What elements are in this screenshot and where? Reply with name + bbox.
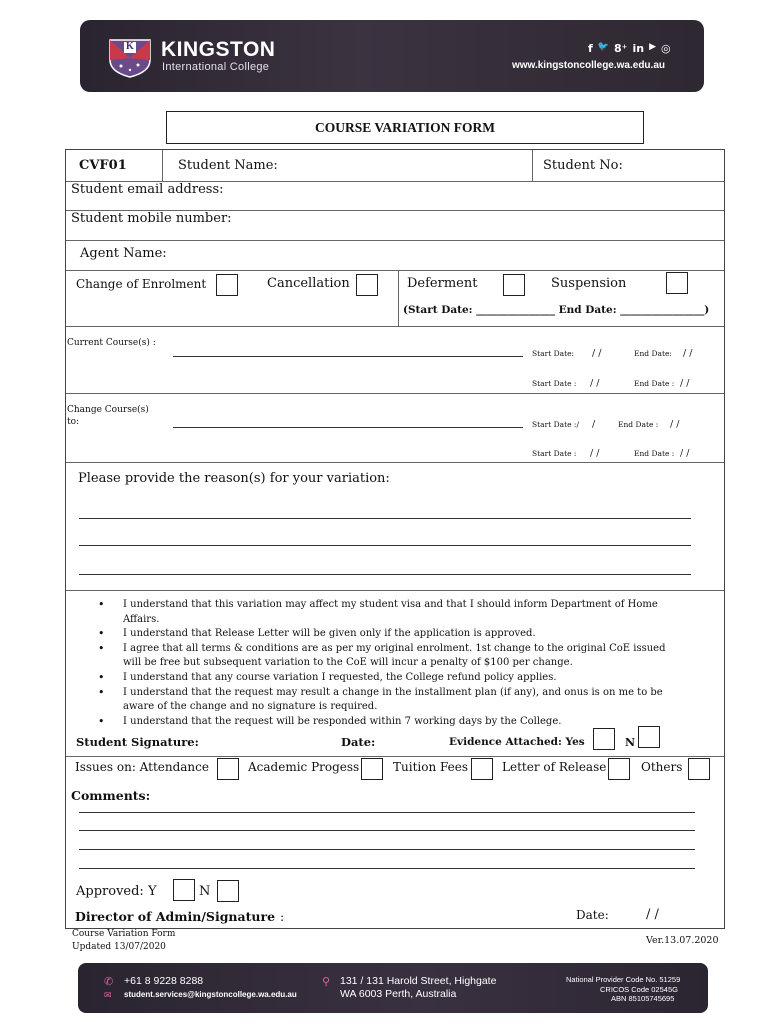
comments-line-4[interactable] xyxy=(79,868,695,869)
row-divider xyxy=(66,270,724,271)
college-shield-icon xyxy=(108,38,152,78)
suspension-checkbox[interactable] xyxy=(666,272,688,294)
cricos-code: CRICOS Code 02545G xyxy=(600,985,678,994)
academic-progress-label: Academic Progess xyxy=(248,760,360,774)
others-checkbox[interactable] xyxy=(688,758,710,780)
evidence-yes-checkbox[interactable] xyxy=(593,728,615,750)
change-start-date-1: Start Date :/ xyxy=(532,420,579,429)
letter-of-release-checkbox[interactable] xyxy=(608,758,630,780)
google-plus-icon[interactable]: 8⁺ xyxy=(614,42,628,55)
row-divider xyxy=(66,462,724,463)
provider-code: National Provider Code No. 51259 xyxy=(566,975,681,984)
student-no-label: Student No: xyxy=(543,158,623,173)
suspension-label: Suspension xyxy=(551,276,627,291)
tuition-fees-checkbox[interactable] xyxy=(471,758,493,780)
phone-icon: ✆ xyxy=(104,976,114,988)
student-email-label: Student email address: xyxy=(71,182,224,197)
location-pin-icon: ⚲ xyxy=(322,976,331,988)
student-mobile-label: Student mobile number: xyxy=(71,211,232,226)
comments-line-3[interactable] xyxy=(79,849,695,850)
attendance-checkbox[interactable] xyxy=(217,758,239,780)
tuition-fees-label: Tuition Fees xyxy=(393,760,469,774)
director-signature-label: Director of Admin/Signature xyxy=(75,909,276,924)
youtube-icon[interactable]: ▶ xyxy=(649,42,657,52)
signature-date-label: Date: xyxy=(341,735,376,749)
course-variation-form xyxy=(65,149,725,929)
change-end-slashes-1: / / xyxy=(670,419,680,430)
current-end-slashes-1: / / xyxy=(683,348,693,359)
divider xyxy=(162,150,163,181)
current-course-label: Current Course(s) : xyxy=(67,338,156,348)
address-line-1: 131 / 131 Harold Street, Highgate xyxy=(340,975,497,987)
reason-line-3[interactable] xyxy=(79,574,691,575)
form-title: COURSE VARIATION FORM xyxy=(166,111,644,144)
approved-no-checkbox[interactable] xyxy=(217,880,239,902)
change-course-label-to: to: xyxy=(67,417,80,427)
declaration-item: • I agree that all terms & conditions are as per my original enrolment. 1st change to the original CoE issued will be free but subsequent variation to the CoE will incur a penalty of $100 per change. xyxy=(122,642,712,671)
change-start-slash-1: / xyxy=(592,419,596,430)
current-start-date-2: Start Date : xyxy=(532,379,577,388)
abn-number: ABN 85105745695 xyxy=(611,994,675,1003)
divider xyxy=(398,270,399,326)
reason-label: Please provide the reason(s) for your variation: xyxy=(78,471,390,486)
evidence-no-label: N xyxy=(625,736,636,749)
brand-name: KINGSTON xyxy=(161,38,276,61)
declaration-item: • I understand that the request will be responded within 7 working days by the College. xyxy=(122,715,712,730)
student-name-label: Student Name: xyxy=(178,158,278,173)
row-divider xyxy=(66,326,724,327)
linkedin-icon[interactable]: in xyxy=(632,42,645,55)
current-end-date-1: End Date: xyxy=(634,349,672,358)
cancellation-checkbox[interactable] xyxy=(356,274,378,296)
evidence-attached-label: Evidence Attached: Yes xyxy=(449,736,585,748)
approval-date-slashes: / / xyxy=(646,907,659,922)
declarations-list xyxy=(122,598,712,729)
updated-date: Updated 13/07/2020 xyxy=(72,941,166,952)
version-label: Ver.13.07.2020 xyxy=(646,935,719,946)
reason-line-2[interactable] xyxy=(79,545,691,546)
current-end-date-2: End Date : xyxy=(634,379,675,388)
approval-date-label: Date: xyxy=(576,908,609,922)
cancellation-label: Cancellation xyxy=(267,276,350,291)
email-icon: ✉ xyxy=(104,990,112,1000)
website-link[interactable]: www.kingstoncollege.wa.edu.au xyxy=(512,60,665,71)
change-course-label: Change Course(s) xyxy=(67,405,149,415)
contact-email[interactable]: student.services@kingstoncollege.wa.edu.au xyxy=(124,990,297,999)
comments-label: Comments: xyxy=(71,788,151,803)
approved-yes-checkbox[interactable] xyxy=(173,879,195,901)
current-end-slashes-2: / / xyxy=(680,378,690,389)
change-course-line xyxy=(173,427,523,428)
form-code: CVF01 xyxy=(79,158,127,173)
declaration-item: • I understand that Release Letter will be given only if the application is approved. xyxy=(122,627,712,642)
comments-line-2[interactable] xyxy=(79,830,695,831)
current-start-slashes-2: / / xyxy=(590,378,600,389)
row-divider xyxy=(66,756,724,757)
declaration-item: • I understand that the request may result a change in the installment plan (if any), and onus is on me to be aware of the change and no signature is required. xyxy=(122,686,712,715)
facebook-icon[interactable]: f xyxy=(588,42,593,55)
row-divider xyxy=(66,393,724,394)
address-line-2: WA 6003 Perth, Australia xyxy=(340,988,457,1000)
contact-phone[interactable]: +61 8 9228 8288 xyxy=(124,975,204,987)
change-end-slashes-2: / / xyxy=(680,448,690,459)
change-start-date-2: Start Date : xyxy=(532,449,577,458)
twitter-icon[interactable]: 🐦 xyxy=(597,42,610,52)
change-enrolment-label: Change of Enrolment xyxy=(76,277,207,291)
student-signature-label: Student Signature: xyxy=(76,735,199,749)
reason-line-1[interactable] xyxy=(79,518,691,519)
approved-yes-label: Approved: Y xyxy=(76,884,157,899)
document-name: Course Variation Form xyxy=(72,929,176,939)
change-enrolment-checkbox[interactable] xyxy=(216,274,238,296)
social-icons xyxy=(588,42,671,55)
others-label: Others xyxy=(641,760,683,774)
change-end-date-1: End Date : xyxy=(618,420,659,429)
issues-attendance-label: Issues on: Attendance xyxy=(75,760,209,774)
deferment-checkbox[interactable] xyxy=(503,274,525,296)
deferment-label: Deferment xyxy=(407,276,478,291)
declaration-item: • I understand that any course variation I requested, the College refund policy applies. xyxy=(122,671,712,686)
current-start-date-1: Start Date: xyxy=(532,349,575,358)
declaration-item: • I understand that this variation may affect my student visa and that I should inform Department of Home Affairs. xyxy=(122,598,712,627)
director-signature-colon: : xyxy=(280,909,285,924)
instagram-icon[interactable]: ◎ xyxy=(661,42,671,55)
change-start-slashes-2: / / xyxy=(590,448,600,459)
current-start-slashes-1: / / xyxy=(592,348,602,359)
academic-progress-checkbox[interactable] xyxy=(361,758,383,780)
change-end-date-2: End Date : xyxy=(634,449,675,458)
letter-of-release-label: Letter of Release xyxy=(502,760,607,774)
approved-no-label: N xyxy=(199,884,211,899)
row-divider xyxy=(66,590,724,591)
date-range-text: (Start Date: _______________ End Date: ________________) xyxy=(403,304,710,316)
agent-name-label: Agent Name: xyxy=(80,246,167,261)
divider xyxy=(532,150,533,181)
shield-letter: K xyxy=(126,41,134,52)
brand-subtitle: International College xyxy=(162,61,270,73)
current-course-line xyxy=(173,356,523,357)
footer-left xyxy=(72,928,175,953)
row-divider xyxy=(66,240,724,241)
comments-line-1[interactable] xyxy=(79,812,695,813)
